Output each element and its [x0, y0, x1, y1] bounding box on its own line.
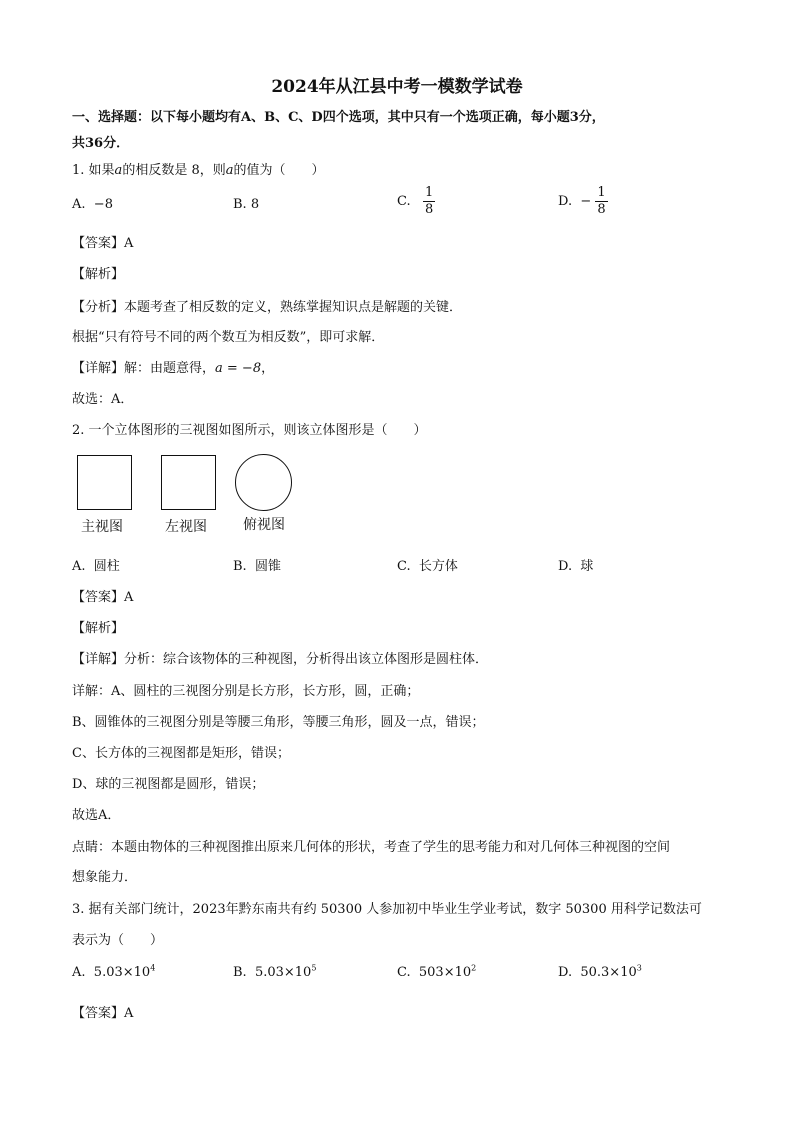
q3-option-c-exp: 2 [471, 963, 477, 973]
q1-option-a [72, 197, 113, 212]
q2-option-b-label: B. [233, 559, 247, 574]
q3-option-a-exp: 4 [150, 963, 156, 973]
q2-option-c-label: C. [397, 559, 411, 574]
q1-option-c-label: C. [397, 194, 411, 209]
q1-stem-post: 的值为（ ） [233, 163, 325, 178]
q1-analysis-2: 根据“只有符号不同的两个数互为相反数”，即可求解． [72, 330, 385, 345]
q3-option-d [558, 965, 642, 980]
q3-option-d-exp: 3 [636, 963, 642, 973]
q2-option-b [233, 555, 281, 574]
q2-option-b-value: 圆锥 [254, 559, 281, 574]
q3-answer: 【答案】A [72, 1006, 134, 1021]
q1-detail [72, 357, 274, 376]
q1-option-a-label: A. [72, 197, 86, 212]
q1-analysis-1: 【分析】本题考查了相反数的定义，熟练掌握知识点是解题的关键． [72, 300, 463, 315]
q2-detail-line: B、圆锥体的三视图分别是等腰三角形，等腰三角形，圆及一点，错误； [72, 715, 485, 730]
top-view-circle [235, 454, 292, 511]
q1-option-c-den: 8 [425, 202, 434, 217]
q1-option-b-label: B. [233, 197, 247, 212]
page-title: 2024年从江县中考一模数学试卷 [271, 77, 523, 97]
q1-option-b [233, 197, 259, 212]
q1-detail-post: ， [261, 361, 275, 376]
q2-option-d-label: D. [558, 559, 573, 574]
q2-detail-line: 点睛：本题由物体的三种视图推出原来几何体的形状，考查了学生的思考能力和对几何体三种视图的空间 [72, 840, 671, 855]
q1-option-c-fraction [423, 185, 435, 218]
q1-answer: 【答案】A [72, 236, 134, 251]
q1-option-d-label: D. [558, 194, 573, 209]
q1-option-d [558, 185, 608, 218]
q2-option-c-value: 长方体 [418, 559, 458, 574]
front-view-caption: 主视图 [81, 519, 123, 535]
q1-stem-mid: 的相反数是 8，则 [122, 163, 226, 178]
q2-detail-line: 故选A． [72, 808, 121, 823]
q2-detail-line: 详解：A、圆柱的三视图分别是长方形，长方形，圆，正确； [72, 684, 420, 699]
q2-option-a-value: 圆柱 [93, 559, 120, 574]
q1-detail-pre: 【详解】解：由题意得， [72, 361, 216, 376]
section-heading-line1: 一、选择题：以下每小题均有A、B、C、D四个选项，其中只有一个选项正确，每小题3分， [72, 110, 605, 125]
q2-option-d [558, 555, 593, 574]
q3-option-d-label: D. [558, 965, 573, 980]
q1-option-b-value: 8 [250, 197, 260, 212]
q1-option-c [397, 185, 435, 218]
front-view-square [77, 455, 132, 510]
q3-option-b-exp: 5 [311, 963, 317, 973]
q2-detail-line: D、球的三视图都是圆形，错误； [72, 777, 265, 792]
q3-option-b [233, 965, 316, 980]
q3-option-b-label: B. [233, 965, 247, 980]
q1-stem [72, 159, 325, 178]
q2-answer: 【答案】A [72, 590, 134, 605]
q1-option-d-sign: − [580, 194, 592, 209]
q3-option-a-base: 5.03×10 [93, 965, 151, 980]
top-view-caption: 俯视图 [243, 517, 285, 533]
q2-detail-line: 【详解】分析：综合该物体的三种视图，分析得出该立体图形是圆柱体． [72, 652, 489, 667]
q2-option-a [72, 555, 120, 574]
section-heading-line2: 共36分． [72, 136, 130, 151]
q1-option-d-fraction [595, 185, 607, 218]
q1-analysis-heading: 【解析】 [72, 267, 125, 282]
q3-option-a [72, 965, 155, 980]
q3-option-a-label: A. [72, 965, 86, 980]
q1-option-c-num: 1 [425, 185, 434, 200]
q1-var-a-2: a [225, 163, 234, 178]
q2-option-a-label: A. [72, 559, 86, 574]
q2-option-c [397, 555, 458, 574]
q2-option-d-value: 球 [580, 559, 594, 574]
q1-option-d-den: 8 [597, 202, 606, 217]
q1-detail-eq: a = −8 [215, 361, 262, 376]
q3-stem-line1: 3. 据有关部门统计，2023年黔东南共有约 50300 人参加初中毕业生学业考试，数字 50300 用科学记数法可 [72, 902, 702, 917]
q2-detail-line: 想象能力． [72, 870, 138, 885]
q3-option-d-base: 50.3×10 [580, 965, 637, 980]
left-view-square [161, 455, 216, 510]
q3-stem-line2: 表示为（ ） [72, 933, 164, 948]
q2-detail-line: C、长方体的三视图都是矩形，错误； [72, 746, 290, 761]
q1-option-a-value: −8 [93, 197, 113, 212]
q1-choice: 故选：A． [72, 392, 134, 407]
q1-stem-pre: 1. 如果 [72, 163, 115, 178]
q2-analysis-heading: 【解析】 [72, 621, 125, 636]
q3-option-c [397, 965, 476, 980]
q1-option-d-num: 1 [597, 185, 606, 200]
q3-option-b-base: 5.03×10 [254, 965, 312, 980]
q1-var-a: a [114, 163, 123, 178]
q2-stem: 2. 一个立体图形的三视图如图所示，则该立体图形是（ ） [72, 423, 427, 438]
q3-option-c-label: C. [397, 965, 411, 980]
left-view-caption: 左视图 [165, 519, 207, 535]
q3-option-c-base: 503×10 [418, 965, 472, 980]
